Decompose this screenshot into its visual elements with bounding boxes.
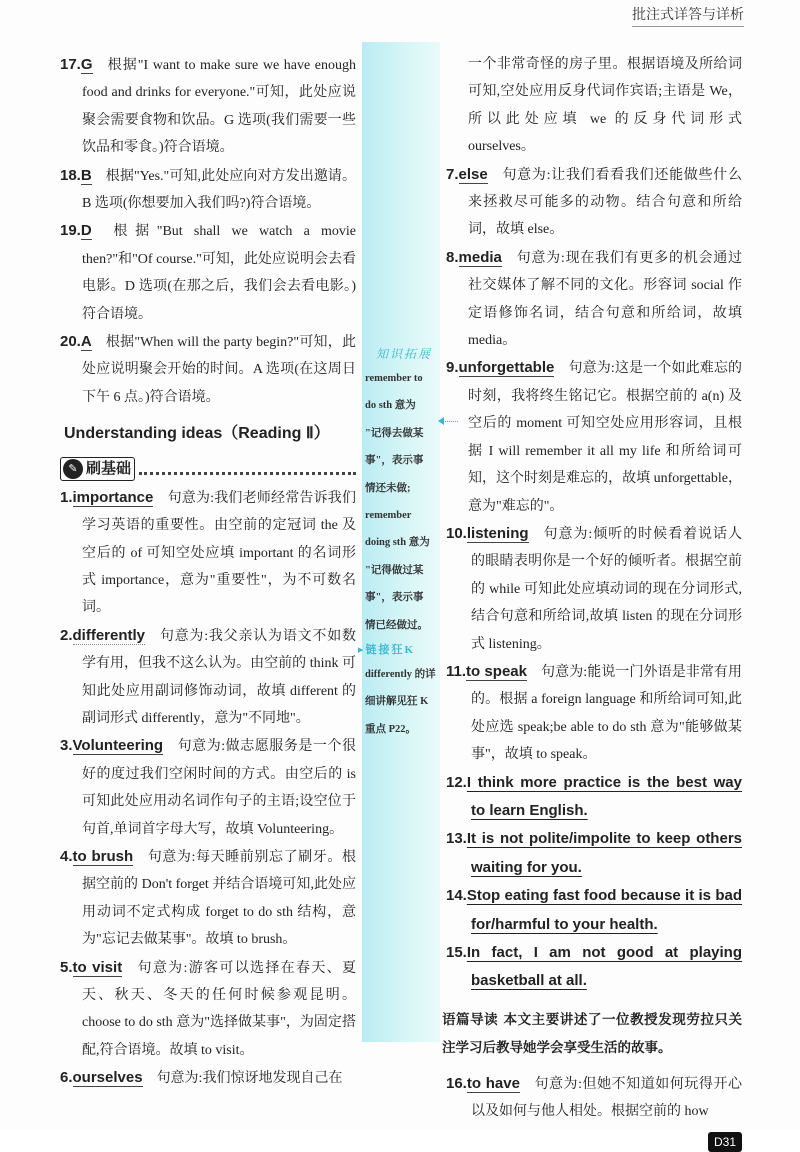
- answer-item: 3.Volunteering 句意为:做志愿服务是一个很好的度过我们空闲时间的方式。由空后的 is 可知此处应用动名词作句子的主语;设空位于句首,单词首字母大写，故填 Volunteering。: [60, 737, 356, 837]
- explanation: 句意为:我们惊讶地发现自己在: [156, 1071, 343, 1087]
- answer-word: A: [80, 333, 92, 351]
- answer-item: 2.differently 句意为:我父亲认为语文不如数学有用，但我不这么认为。由空前的 think 可知此处应用副词修饰动词，故填 different 的副词形式 differently，意为"不同地"。: [60, 626, 356, 726]
- left-column: [60, 51, 356, 1093]
- dotted-divider: [139, 462, 356, 475]
- answer-word: B: [80, 166, 92, 184]
- answer-item: 4.to brush 句意为:每天睡前别忘了刷牙。根据空前的 Don't forget 并结合语境可知,此处应用动词不定式构成 forget to do sth 结构，意为"忘记去做某事"。故填 to brush。: [60, 847, 356, 948]
- answer-word: differently: [72, 626, 146, 644]
- explanation: 句意为:每天睡前别忘了刷牙。根据空前的 Don't forget 并结合语境可知,此处应用动词不定式构成 forget to do sth 结构，意为"忘记去做某事"。故填 to brush。: [82, 849, 356, 948]
- answer-word: D: [80, 222, 92, 240]
- page-header: 批注式详答与详析: [632, 4, 744, 27]
- section-tag: [60, 454, 356, 484]
- explanation: 句意为:这是一个如此难忘的时刻，我将终生铭记它。根据空前的 a(n) 及空后的 moment 可知空处应用形容词，且根据 I will remember it all my life 和所给词可知，这个时刻是难忘的，故填 unforgettable，意为"难忘的"。: [468, 361, 742, 514]
- answer-word: importance: [72, 488, 154, 506]
- sidebar-line: 情还未做;: [365, 482, 411, 494]
- answer-word: unforgettable: [458, 359, 555, 377]
- answer-item: 8.media 句意为:现在我们有更多的机会通过社交媒体了解不同的文化。形容词 social 作定语修饰名词，结合句意和所给词，故填 media。: [446, 248, 742, 349]
- sidebar-note: [362, 365, 440, 639]
- sidebar-line: 细讲解见狂 K: [365, 696, 429, 708]
- sidebar-line: 事"，表示事: [365, 592, 424, 604]
- explanation: 句意为:做志愿服务是一个很好的度过我们空闲时间的方式。由空后的 is 可知此处应用动名词作句子的主语;设空位于句首,单词首字母大写，故填 Volunteering。: [82, 739, 356, 837]
- explanation: 句意为:让我们看看我们还能做些什么来拯救尽可能多的动物。结合句意和所给词，故填 else。: [468, 167, 742, 238]
- explanation: 根据"I want to make sure we have enough food and drinks for everyone."可知，此处应说聚会需要食物和饮品。G 选项(我们需要一些饮品和零食。)符合语境。: [82, 58, 356, 156]
- explanation: 根据"When will the party begin?"可知，此处应说明聚会开始的时间。A 选项(在这周日下午 6 点。)符合语境。: [82, 335, 356, 405]
- sidebar-line: 事"，表示事: [365, 455, 424, 467]
- answer-word: to visit: [72, 958, 123, 976]
- answer-word: listening: [466, 524, 529, 542]
- sidebar-line: 重点 P22。: [365, 723, 417, 735]
- sentence-answer: 15.In fact, I am not good at playing basketball at all.: [446, 944, 742, 990]
- sidebar-line: do sth 意为: [365, 400, 416, 412]
- sidebar-content: [358, 343, 440, 743]
- item-6-continuation: 一个非常奇怪的房子里。根据语境及所给词可知,空处应用反身代词作宾语;主语是 We，所以此处应填 we 的反身代词形式 ourselves。: [468, 57, 742, 155]
- answer-item: 17.G 根据"I want to make sure we have enough food and drinks for everyone."可知，此处应说聚会需要食物和饮品。G 选项(我们需要一些饮品和零食。)符合语境。: [60, 56, 356, 156]
- right-column: [442, 51, 743, 1152]
- sidebar-link-note: [362, 661, 440, 743]
- answer-item: 19.D 根据"But shall we watch a movie then?"和"Of course."可知，此处应说明会去看电影。D 选项(在那之后，我们会去看电影。)符合语境。: [60, 222, 356, 322]
- answer-item: 10.listening 句意为:倾听的时候看着说话人的眼睛表明你是一个好的倾听者。根据空前的 while 可知此处应填动词的现在分词形式,结合句意和所给词,故填 listen 的现在分词形式 listening。: [446, 524, 742, 652]
- answer-item: 6.ourselves 句意为:我们惊讶地发现自己在: [60, 1069, 343, 1087]
- sidebar-line: "记得去做某: [365, 427, 424, 439]
- book-icon: ✎: [63, 459, 83, 479]
- explanation: 句意为:现在我们有更多的机会通过社交媒体了解不同的文化。形容词 social 作定语修饰名词，结合句意和所给词，故填 media。: [468, 250, 742, 349]
- answer-item: 16.to have 句意为:但她不知道如何玩得开心以及如何与他人相处。根据空前的 how: [446, 1074, 742, 1120]
- answer-item: 18.B 根据"Yes."可知,此处应向对方发出邀请。B 选项(你想要加入我们吗?)符合语境。: [60, 166, 356, 212]
- answer-item: 1.importance 句意为:我们老师经常告诉我们学习英语的重要性。由空前的定冠词 the 及空后的 of 可知空处应填 important 的名词形式 importance，意为"重要性"，为不可数名词。: [60, 488, 356, 616]
- page-number: D31: [708, 1132, 742, 1152]
- answer-word: to brush: [72, 847, 134, 865]
- answer-word: to speak: [466, 662, 527, 680]
- answer-item: 5.to visit 句意为:游客可以选择在春天、夏天、秋天、冬天的任何时候参观昆明。choose to do sth 意为"选择做某事"，为固定搭配,符合语境。故填 to visit。: [60, 958, 356, 1058]
- explanation: 句意为:我父亲认为语文不如数学有用，但我不这么认为。由空前的 think 可知此处应用副词修饰动词，故填 different 的副词形式 differently，意为"不同地"。: [82, 628, 356, 726]
- answer-word: G: [80, 56, 93, 73]
- explanation: 根据"Yes."可知,此处应向对方发出邀请。B 选项(你想要加入我们吗?)符合语境。: [82, 168, 356, 212]
- explanation: 句意为:我们老师经常告诉我们学习英语的重要性。由空前的定冠词 the 及空后的 of 可知空处应填 important 的名词形式 importance，意为"重要性"，为不可数名词。: [82, 490, 356, 616]
- sidebar-line: remember: [365, 510, 412, 522]
- answer-item: 7.else 句意为:让我们看看我们还能做些什么来拯救尽可能多的动物。结合句意和所给词，故填 else。: [446, 165, 742, 238]
- explanation: 句意为:倾听的时候看着说话人的眼睛表明你是一个好的倾听者。根据空前的 while 可知此处应填动词的现在分词形式,结合句意和所给词,故填 listen 的现在分词形式 listening。: [471, 526, 742, 652]
- explanation: 句意为:游客可以选择在春天、夏天、秋天、冬天的任何时候参观昆明。choose to do sth 意为"选择做某事"，为固定搭配,符合语境。故填 to visit。: [82, 960, 356, 1058]
- sidebar-line: differently 的详: [365, 669, 436, 681]
- explanation: 句意为:能说一门外语是非常有用的。根据 a foreign language 和所给词可知,此处应选 speak;be able to do sth 意为"能够做某事"，故填 to speak。: [471, 664, 743, 763]
- sentence-answer: 13.It is not polite/impolite to keep others waiting for you.: [446, 830, 742, 876]
- sidebar-line: 情已经做过。: [365, 619, 428, 631]
- answer-word: Volunteering: [72, 737, 164, 755]
- sentence-answer: 12.I think more practice is the best way to learn English.: [446, 773, 742, 819]
- answer-item: 9.unforgettable 句意为:这是一个如此难忘的时刻，我将终生铭记它。根据空前的 a(n) 及空后的 moment 可知空处应用形容词，且根据 I will remember it all my life 和所给词可知，这个时刻是难忘的，故填 unforgettable，意为"难忘的"。: [446, 359, 742, 514]
- tag-label: 刷基础: [86, 458, 132, 477]
- sentence-answer: 14.Stop eating fast food because it is bad for/harmful to your health.: [446, 887, 742, 933]
- sidebar-line: remember to: [365, 373, 423, 384]
- sidebar-link-title: ▸链接狂K: [358, 644, 416, 657]
- sidebar-title: 知识拓展: [376, 347, 433, 361]
- answer-word: media: [458, 248, 502, 266]
- explanation: 根据"But shall we watch a movie then?"和"Of course."可知，此处应说明会去看电影。D 选项(在那之后，我们会去看电影。)符合语境。: [82, 224, 356, 322]
- section-title: Understanding ideas（Reading Ⅱ）: [64, 425, 330, 443]
- passage-guide: 语篇导读 本文主要讲述了一位教授发现劳拉只关注学习后教导她学会享受生活的故事。: [442, 1011, 743, 1056]
- answer-word: ourselves: [72, 1069, 143, 1087]
- answer-word: else: [458, 165, 488, 183]
- sidebar-line: "记得做过某: [365, 564, 424, 576]
- sidebar-line: doing sth 意为: [365, 537, 430, 549]
- answer-item: 11.to speak 句意为:能说一门外语是非常有用的。根据 a foreign language 和所给词可知,此处应选 speak;be able to do sth 意为"能够做某事"，故填 to speak。: [446, 662, 743, 763]
- answer-item: 20.A 根据"When will the party begin?"可知，此处应说明聚会开始的时间。A 选项(在这周日下午 6 点。)符合语境。: [60, 333, 356, 405]
